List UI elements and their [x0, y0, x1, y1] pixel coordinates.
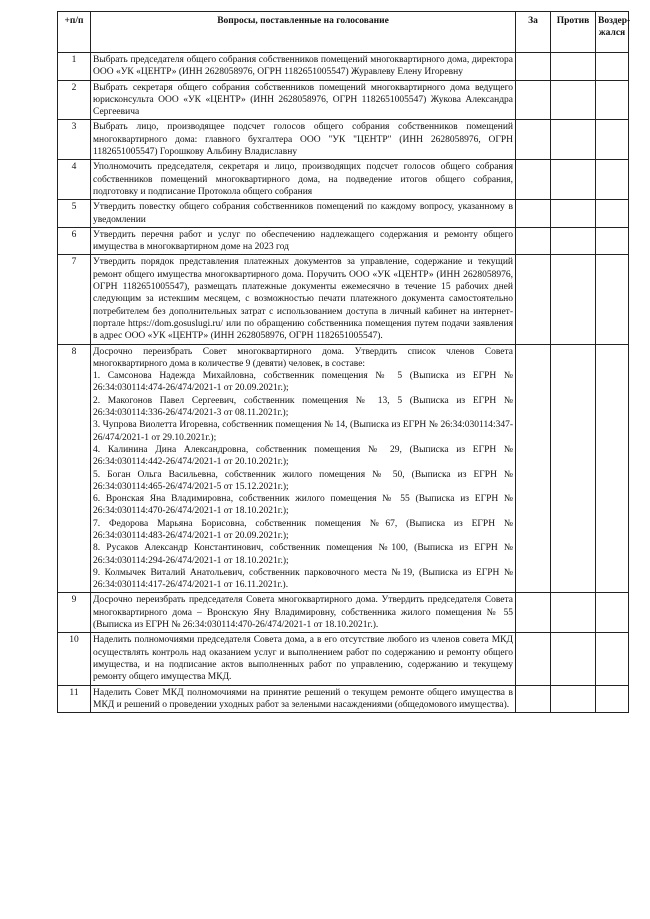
vote-abstain-cell[interactable]: [596, 120, 629, 160]
row-number: 9: [58, 593, 91, 633]
vote-abstain-cell[interactable]: [596, 200, 629, 228]
header-row: [58, 12, 629, 53]
vote-against-cell[interactable]: [551, 200, 596, 228]
table-row: [58, 227, 629, 255]
table-row: [58, 200, 629, 228]
row-number: 10: [58, 633, 91, 685]
table-row: [58, 160, 629, 200]
vote-abstain-cell[interactable]: [596, 160, 629, 200]
vote-abstain-cell[interactable]: [596, 227, 629, 255]
vote-abstain-cell[interactable]: [596, 80, 629, 120]
vote-for-cell[interactable]: [516, 685, 551, 713]
vote-abstain-cell[interactable]: [596, 593, 629, 633]
vote-against-cell[interactable]: [551, 227, 596, 255]
question-text: Выбрать лицо, производящее подсчет голосов общего собрания собственников помещений многоквартирного дома: главного бухгалтера ООО "УК "ЦЕНТР" (ИНН 2628058976, ОГРН 1182651005547) Горошкову Альбину Владиславну: [91, 120, 516, 160]
row-number: 3: [58, 120, 91, 160]
vote-for-cell[interactable]: [516, 344, 551, 593]
voting-table: [57, 11, 629, 713]
header-question: Вопросы, поставленные на голосование: [91, 12, 516, 53]
council-member: 7. Федорова Марьяна Борисовна, собственник помещения №67, (Выписка из ЕГРН № 26:34:030114:483-26/474/2021-1 от 20.09.2021г.);: [93, 518, 513, 541]
row-number: 11: [58, 685, 91, 713]
table-row: [58, 120, 629, 160]
council-member: 4. Калинина Дина Александровна, собственник помещения № 29, (Выписка из ЕГРН № 26:34:030114:442-26/474/2021-1 от 20.10.2021г.);: [93, 444, 513, 468]
header-against: Против: [551, 12, 596, 53]
vote-for-cell[interactable]: [516, 227, 551, 255]
row-number: 5: [58, 200, 91, 228]
row-number: 6: [58, 227, 91, 255]
question-text: Утвердить порядок представления платежных документов за управление, содержание и текущий ремонт общего имущества многоквартирного дома. Поручить ООО «УК «ЦЕНТР» (ИНН 2628058976, ОГРН 1182651005547), размещать платежные документы ежемесячно в течение 15 рабочих дней следующим за истекшим месяцем, с возможностью печати платежного документа самостоятельно потребителем без дополнительных затрат с использованием доступа в личный кабинет на интернет-портале https://dom.gosuslugi.ru/ или по обращению собственника помещения путем подачи заявления в адрес ООО «УК «ЦЕНТР» (ИНН 2628058976, ОГРН 1182651005547).: [91, 255, 516, 344]
vote-against-cell[interactable]: [551, 685, 596, 713]
question-text: Уполномочить председателя, секретаря и лицо, производящих подсчет голосов общего собрания собственников помещений многоквартирного дома, на подведение итогов общего собрания, подготовку и подписание Протокола общего собрания: [91, 160, 516, 200]
vote-for-cell[interactable]: [516, 80, 551, 120]
vote-for-cell[interactable]: [516, 53, 551, 81]
question-text: Утвердить повестку общего собрания собственников помещений по каждому вопросу, указанному в уведомлении: [91, 200, 516, 228]
vote-against-cell[interactable]: [551, 80, 596, 120]
row-number: 7: [58, 255, 91, 344]
vote-for-cell[interactable]: [516, 633, 551, 685]
council-member: 5. Боган Ольга Васильевна, собственник жилого помещения № 50, (Выписка из ЕГРН № 26:34:030114:465-26/474/2021-5 от 15.12.2021г.);: [93, 469, 513, 492]
table-row: [58, 593, 629, 633]
row-number: 1: [58, 53, 91, 81]
table-row: [58, 685, 629, 713]
vote-against-cell[interactable]: [551, 160, 596, 200]
row-number: 8: [58, 344, 91, 593]
vote-abstain-cell[interactable]: [596, 685, 629, 713]
council-intro: Досрочно переизбрать Совет многоквартирного дома. Утвердить список членов Совета многоквартирного дома в количестве 9 (девяти) человек, в составе:: [93, 346, 513, 369]
question-text: Наделить Совет МКД полномочиями на принятие решений о текущем ремонте общего имущества в МКД и решений о проведении уходных работ за зелеными насаждениями (общедомового имущества).: [91, 685, 516, 713]
table-row: [58, 80, 629, 120]
council-member: 3. Чупрова Виолетта Игоревна, собственник помещения № 14, (Выписка из ЕГРН № 26:34:030114:347-26/474/2021-1 от 29.10.2021г.);: [93, 420, 513, 443]
vote-for-cell[interactable]: [516, 593, 551, 633]
question-text: Наделить полномочиями председателя Совета дома, а в его отсутствие любого из членов совета МКД осуществлять контроль над оказанием услуг и выполнением работ по содержанию и ремонту общего имущества, и на подписание актов выполненных работ по управлению, содержанию и текущему ремонту общего имущества МКД.: [91, 633, 516, 685]
table-row: [58, 633, 629, 685]
council-member: 2. Макогонов Павел Сергеевич, собственник помещения № 13, 5 (Выписка из ЕГРН № 26:34:030114:336-26/474/2021-3 от 08.11.2021г.);: [93, 395, 513, 419]
vote-against-cell[interactable]: [551, 633, 596, 685]
vote-for-cell[interactable]: [516, 255, 551, 344]
table-row: [58, 255, 629, 344]
vote-for-cell[interactable]: [516, 120, 551, 160]
vote-for-cell[interactable]: [516, 200, 551, 228]
vote-for-cell[interactable]: [516, 160, 551, 200]
vote-against-cell[interactable]: [551, 53, 596, 81]
vote-abstain-cell[interactable]: [596, 344, 629, 593]
vote-against-cell[interactable]: [551, 255, 596, 344]
header-abstained: Воздер-жался: [596, 12, 629, 53]
question-text: Выбрать секретаря общего собрания собственников помещений многоквартирного дома ведущего юрисконсульта ООО «УК «ЦЕНТР» (ИНН 2628058976, ОГРН 1182651005547) Жукова Александра Сергеевича: [91, 80, 516, 120]
vote-against-cell[interactable]: [551, 120, 596, 160]
vote-against-cell[interactable]: [551, 593, 596, 633]
vote-abstain-cell[interactable]: [596, 633, 629, 685]
question-text: [91, 344, 516, 593]
document-page: [57, 11, 631, 713]
council-member: 9. Колмычек Виталий Анатольевич, собственник парковочного места №19, (Выписка из ЕГРН № 26:34:030114:417-26/474/2021-1 от 16.11.2021г.).: [93, 567, 513, 591]
question-text: Досрочно переизбрать председателя Совета многоквартирного дома. Утвердить председателя Совета многоквартирного дома – Вронскую Яну Владимировну, собственника жилого помещения № 55 (Выписка из ЕГРН № 26:34:030114:470-26/474/2021-1 от 18.10.2021г.).: [91, 593, 516, 633]
vote-abstain-cell[interactable]: [596, 255, 629, 344]
header-for: За: [516, 12, 551, 53]
table-row: [58, 344, 629, 593]
council-member: 1. Самсонова Надежда Михайловна, собственник помещения № 5 (Выписка из ЕГРН № 26:34:030114:474-26/474/2021-1 от 20.09.2021г.);: [93, 371, 513, 394]
vote-against-cell[interactable]: [551, 344, 596, 593]
vote-abstain-cell[interactable]: [596, 53, 629, 81]
question-text: Выбрать председателя общего собрания собственников помещений многоквартирного дома, директора ООО «УК «ЦЕНТР» (ИНН 2628058976, ОГРН 1182651005547) Журавлеву Елену Игоревну: [91, 53, 516, 81]
table-row: [58, 53, 629, 81]
header-num: +п/п: [58, 12, 91, 53]
row-number: 2: [58, 80, 91, 120]
question-text: Утвердить перечня работ и услуг по обеспечению надлежащего содержания и ремонту общего имущества в многоквартирном доме на 2023 год: [91, 227, 516, 255]
council-member: 8. Русаков Александр Константинович, собственник помещения №100, (Выписка из ЕГРН № 26:34:030114:294-26/474/2021-1 от 18.10.2021г.);: [93, 543, 513, 566]
council-member: 6. Вронская Яна Владимировна, собственник жилого помещения № 55 (Выписка из ЕГРН № 26:34:030114:470-26/474/2021-1 от 18.10.2021г.);: [93, 494, 513, 517]
row-number: 4: [58, 160, 91, 200]
